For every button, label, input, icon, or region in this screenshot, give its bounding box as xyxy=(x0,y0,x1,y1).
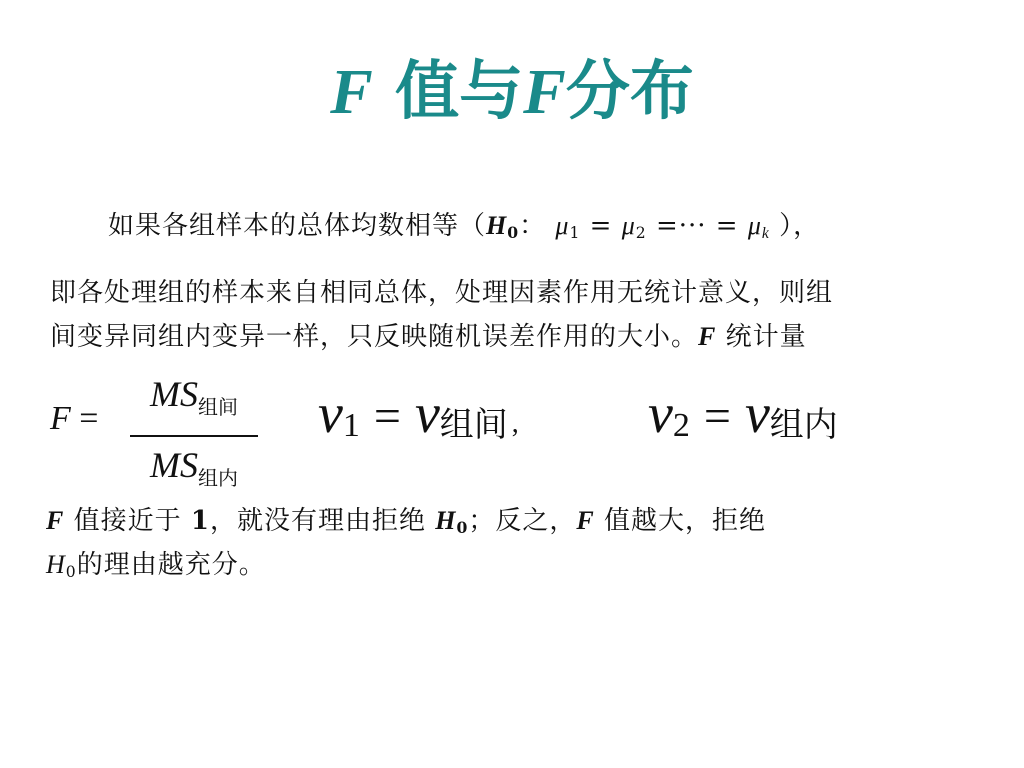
slide-title xyxy=(0,40,1024,132)
paragraph-2: 即各处理组的样本来自相同总体，处理因素作用无统计意义，则组 xyxy=(50,278,834,308)
fraction-denominator: $MS_{组内}$ xyxy=(150,444,238,490)
paragraph-3: 间变异同组内变异一样，只反映随机误差作用的大小。F 统计量 xyxy=(50,322,807,352)
formula-fraction xyxy=(130,372,258,500)
fraction-bar xyxy=(130,435,258,437)
title-f-1: F xyxy=(330,56,373,127)
title-mid: 值与 xyxy=(372,54,524,129)
formula-f-lhs: F = xyxy=(50,400,99,437)
fraction-numerator: $MS_{组间}$ xyxy=(150,374,238,420)
title-f-2: F xyxy=(523,56,566,127)
paragraph-4: F 值接近于 1，就没有理由拒绝 $H_0$；反之，F 值越大，拒绝 xyxy=(46,506,766,537)
nu1-equation: $\nu_1 = \nu_{组间}$ , xyxy=(318,383,519,446)
nu2-equation: $\nu_2 = \nu_{组内}$ xyxy=(648,383,838,446)
paragraph-5: $H_0$的理由越充分。 xyxy=(46,550,266,581)
title-end: 分布 xyxy=(565,54,694,129)
paragraph-1: 如果各组样本的总体均数相等（$H_0$： $\mu_1 = \mu_2$ =··· = $\mu_k$ ）， xyxy=(108,211,821,242)
